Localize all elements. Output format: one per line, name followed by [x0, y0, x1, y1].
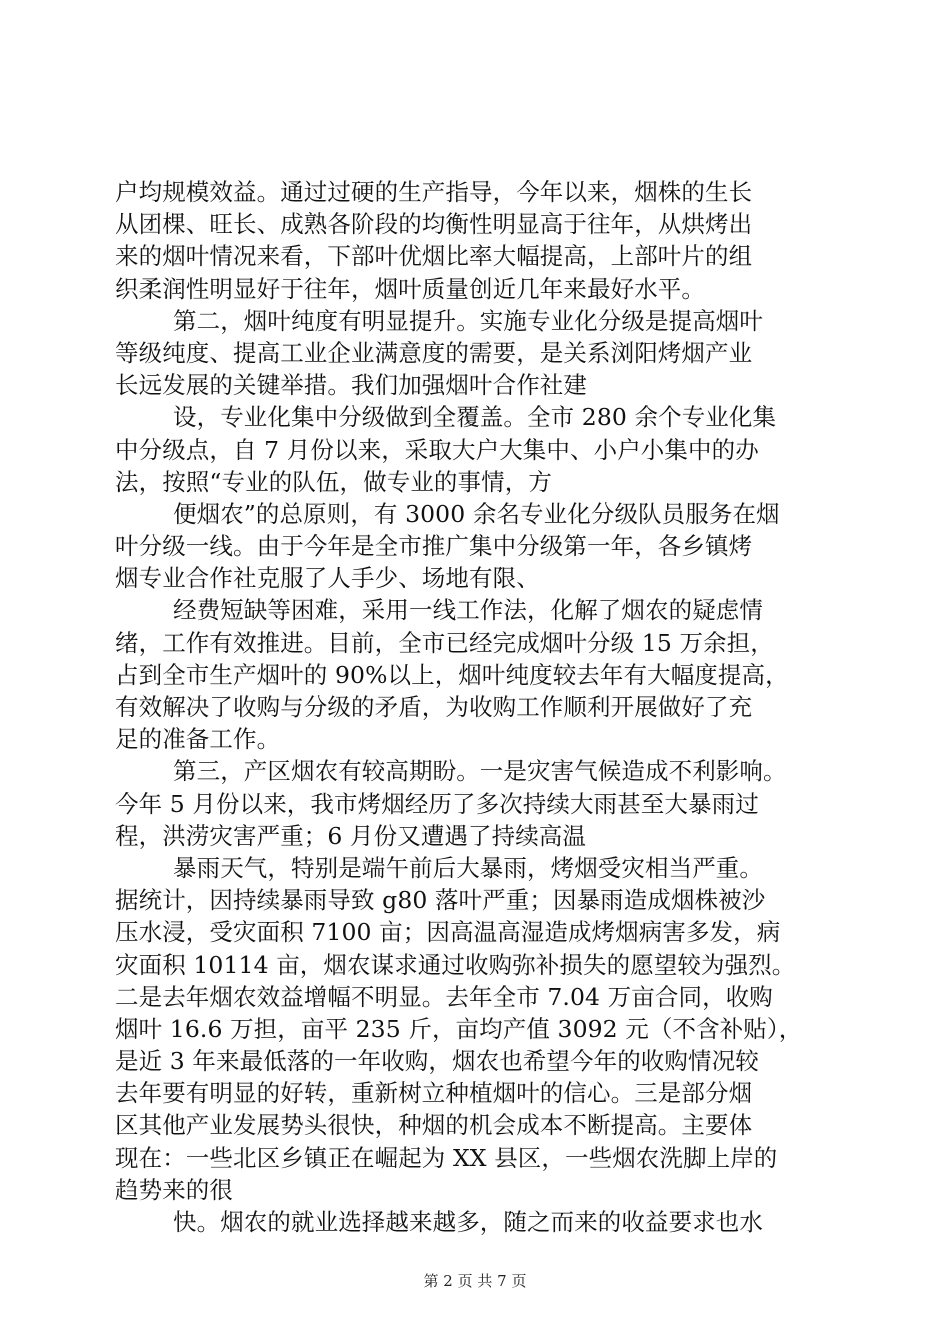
text-line: 灾面积 10114 亩，烟农谋求通过收购弥补损失的愿望较为强烈。	[115, 950, 796, 979]
text-line: 便烟农”的总原则，有 3000 余名专业化分级队员服务在烟	[173, 499, 780, 528]
text-line: 第二，烟叶纯度有明显提升。实施专业化分级是提高烟叶	[173, 306, 763, 335]
text-line: 绪，工作有效推进。目前，全市已经完成烟叶分级 15 万余担，	[115, 628, 774, 657]
text-line: 第三，产区烟农有较高期盼。一是灾害气候造成不利影响。	[173, 757, 787, 786]
text-line: 去年要有明显的好转，重新树立种植烟叶的信心。三是部分烟	[115, 1079, 753, 1108]
text-line: 有效解决了收购与分级的矛盾，为收购工作顺利开展做好了充	[115, 693, 753, 721]
text-line: 法，按照“专业的队伍，做专业的事情，方	[115, 467, 552, 496]
text-line: 压水浸，受灾面积 7100 亩；因高温高湿造成烤烟病害多发，病	[115, 918, 781, 947]
text-line: 户均规模效益。通过过硬的生产指导，今年以来，烟株的生长	[115, 178, 753, 206]
text-line: 设，专业化集中分级做到全覆盖。全市 280 余个专业化集	[173, 403, 777, 432]
text-line: 叶分级一线。由于今年是全市推广集中分级第一年，各乡镇烤	[115, 532, 753, 561]
text-line: 占到全市生产烟叶的 90%以上，烟叶纯度较去年有大幅度提高，	[115, 660, 789, 689]
text-line: 烟专业合作社克服了人手少、场地有限、	[115, 564, 540, 593]
text-line: 暴雨天气，特别是端午前后大暴雨，烤烟受灾相当严重。	[173, 853, 763, 882]
text-line: 据统计，因持续暴雨导致 g80 落叶严重；因暴雨造成烟株被沙	[115, 886, 766, 915]
document-body	[115, 176, 840, 1238]
text-line: 长远发展的关键举措。我们加强烟叶合作社建	[115, 371, 587, 400]
text-line: 从团棵、旺长、成熟各阶段的均衡性明显高于往年，从烘烤出	[115, 210, 753, 239]
text-line: 织柔润性明显好于往年，烟叶质量创近几年来最好水平。	[115, 274, 705, 303]
text-line: 区其他产业发展势头很快，种烟的机会成本不断提高。主要体	[115, 1111, 753, 1140]
text-line: 足的准备工作。	[115, 725, 281, 754]
text-line: 程，洪涝灾害严重；6 月份又遭遇了持续高温	[115, 821, 587, 850]
text-line: 二是去年烟农效益增幅不明显。去年全市 7.04 万亩合同，收购	[115, 982, 773, 1011]
text-line: 是近 3 年来最低落的一年收购，烟农也希望今年的收购情况较	[115, 1047, 759, 1076]
text-line: 现在：一些北区乡镇正在崛起为 XX 县区，一些烟农洗脚上岸的	[115, 1143, 778, 1172]
page-footer: 第 2 页 共 7 页	[423, 1272, 527, 1290]
text-line: 中分级点，自 7 月份以来，采取大户大集中、小户小集中的办	[115, 435, 759, 464]
text-line: 经费短缺等困难，采用一线工作法，化解了烟农的疑虑情	[173, 596, 763, 625]
text-line: 趋势来的很	[115, 1175, 233, 1204]
text-line: 今年 5 月份以来，我市烤烟经历了多次持续大雨甚至大暴雨过	[115, 789, 759, 818]
text-line: 快。烟农的就业选择越来越多，随之而来的收益要求也水	[173, 1208, 763, 1236]
text-line: 烟叶 16.6 万担，亩平 235 斤，亩均产值 3092 元（不含补贴），	[115, 1014, 803, 1043]
text-line: 来的烟叶情况来看，下部叶优烟比率大幅提高，上部叶片的组	[115, 242, 753, 271]
text-line: 等级纯度、提高工业企业满意度的需要，是关系浏阳烤烟产业	[115, 338, 753, 367]
